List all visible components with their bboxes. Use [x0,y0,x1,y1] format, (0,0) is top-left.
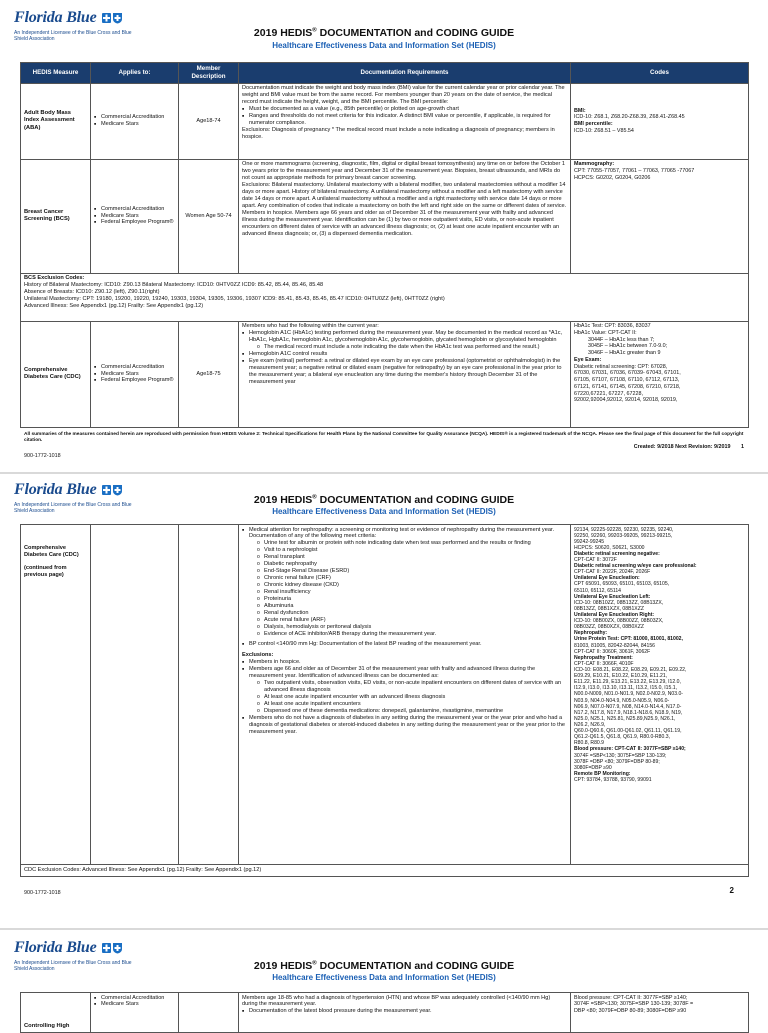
code-line: 08B03ZZ, 08B0XZX, 08B0XZZ [574,624,644,631]
excl-line: Absence of Breasts: ICD10: Z90.12 (left), Z90.11(right) [24,288,160,295]
code-line: Remote BP Monitoring: [574,770,631,777]
code-line: Blood pressure: CPT-CAT II: 3077F=SBP ≥140; [574,746,686,753]
code-line: CPT-CAT II: 2022F, 2024F, 2026F [574,569,651,576]
code-line: BMI percentile: [574,121,613,127]
brand-name: Florida Blue [14,939,97,956]
requirements-cdc-continued [239,525,571,865]
list-item: ■ Medicare Stars [94,1001,175,1008]
header-measure: HEDIS Measure [21,63,91,84]
list-item: ■ Federal Employee Program® [94,377,175,384]
code-line: 3044F – HbA1c less than 7; [588,336,655,343]
codes-aba [571,83,749,159]
list-item: o Urine test for albumin or protein with note indicating date when test was performed and the results or finding [257,540,567,547]
code-line: CPT-CAT II: 3060F, 3061F, 3062F [574,648,651,655]
list-item: ■ Eye exam (retinal) performed: a retinal or dilated eye exam by an eye care professional (optometrist or ophthalmologist) in the measurement year; a negative retinal or dilated exam (negative for retinopathy) by an eye care professional in the year prior to the measurement year; a bilateral eye enucleation any time during the member's history through December 31 of the measurement year [242,358,567,386]
req-intro: Members who had the following within the current year: [242,323,379,329]
doc-subtitle: Healthcare Effectiveness Data and Information Set (HEDIS) [272,973,496,982]
blue-cross-shield-icon [101,942,123,957]
page-1 [0,0,768,472]
code-line: 92250, 92260, 99203-99205, 99213-99215, [574,532,673,539]
applies-bcs [91,159,179,273]
codes-cdc [571,321,749,427]
code-line: I12.9, I13.0, I13.10, I13.11, I13.2, I15.0, I15.1, [574,685,677,692]
measure-cbp: Controlling High [21,993,91,1033]
list-item: ■ Must be documented as a value (e.g., 85th percentile) or plotted on age-growth chart [242,106,567,113]
list-item: ■ Commercial Accreditation [94,206,175,213]
code-line: 99242-99245 [574,538,605,545]
table-row-cbp [21,993,749,1033]
code-line: 3078F =DBP <80; 3079F=DBP 80-89; [574,758,660,765]
brand-name: Florida Blue [14,9,97,26]
code-line: Unilateral Eye Enucleation Left: [574,593,651,600]
code-line: ICD-10: 08B00ZX, 08B00ZZ, 08B03ZX, [574,618,664,625]
list-item: o Dispensed one of these dementia medications: donepezil, galantamine, rivastigmine, memantine [257,708,567,715]
member-cbp [179,993,239,1033]
list-item: ■ Federal Employee Program® [94,219,175,226]
doc-subtitle: Healthcare Effectiveness Data and Information Set (HEDIS) [272,507,496,516]
list-item: ■ Medicare Stars [94,213,175,220]
list-item: o At least one acute inpatient encounter with an advanced illness diagnosis [257,694,567,701]
brand-name: Florida Blue [14,481,97,498]
code-line: 65110, 65112, 65114 [574,587,622,594]
code-line: Blood pressure: CPT-CAT II: 3077F=SBP ≥140; [574,994,688,1001]
req-intro: Documentation must indicate the weight and body mass index (BMI) value for the current calendar year or prior calendar year. The weight and BMI value must be from the same record. For members younger than 20 years on the date of service, the medical record must indicate the height, weight, and the BMI percentile. The BMI percentile: [242,85,565,105]
code-line: E11.22, E11.29, E13.21, E13.22, E13.29, I12.0, [574,679,681,686]
req-exclusions: Exclusions: Diagnosis of pregnancy * The medical record must include a note indicating a diagnosis of pregnancy; members in hospice. [242,126,555,140]
list-item: o The medical record must include a note indicating the date when the HbA1c test was performed and the result.) [257,344,567,351]
header-codes: Codes [571,63,749,84]
codes-cbp [571,993,749,1033]
hedis-table-page-3 [20,992,749,1033]
code-line: ICD-10: Z68.1, Z68.20-Z68.39, Z68.41-Z68.45 [574,114,685,121]
cdc-exclusion-codes: CDC Exclusion Codes: Advanced Illness: See Appendix1 (pg.12) Frailty: See Appendix1 (pg.12) [21,865,749,877]
measure-bcs: Breast Cancer Screening (BCS) [21,159,91,273]
code-line: 3080F=DBP ≥90 [574,764,612,771]
code-line: HbA1c Value: CPT-CAT II: [574,329,637,336]
table-row-cdc-continued [21,525,749,865]
code-line: 3046F – HbA1c greater than 9 [588,350,661,356]
table-row-cdc [21,321,749,427]
doc-title: 2019 HEDIS® DOCUMENTATION and CODING GUIDE [253,494,515,506]
copyright-note: All summaries of the measures contained herein are reproduced with permission from HEDIS Volume 2: Technical Specifications for Health Plans by the National Committee for Quality Assurance (NCQA). HEDIS® is a registered trademark of the NCQA. Please see the final page of this document for the full copyright citation. [24,432,744,443]
hedis-table-page-2 [20,524,749,877]
list-item: ■ Commercial Accreditation [94,114,175,121]
list-item: o Acute renal failure (ARF) [257,617,567,624]
list-item: ■ Medical attention for nephropathy: a screening or monitoring test or evidence of nephropathy during the measurement year. Documentation of any of the following meet criteria: o Urine test for albumin or protein with note indicating date when test was performed and the results or finding o Visit to a nephrologist o Renal transplant o Diabetic nephropathy o End-Stage Renal Disease (ESRD) o Chronic renal failure (CRF) o Chronic kidney disease (CKD) o Renal insufficiency o Proteinuria o Albuminuria o Renal dysfunction o Acute renal failure (ARF) o Dialysis, hemodialysis or peritoneal dialysis o Evidence of ACE inhibitor/ARB therapy during the measurement year. [242,527,567,639]
code-line: 92002,92004,92012, 92014, 92018, 92019, [574,397,678,404]
table-row-aba [21,83,749,159]
code-line: N26.2, N26.9, [574,722,606,728]
code-line: Unilateral Eye Enucleation: [574,575,640,582]
code-line: CPT: 93784, 93788, 93790, 99091 [574,776,652,783]
excl-title: Exclusions: [242,652,274,659]
member-aba: Age18-74 [179,83,239,159]
code-line: ICD-10: 08B10ZZ, 08B13ZZ, 08B13ZX, [574,599,664,606]
continued-note: (continued from previous page) [24,564,67,578]
header-applies: Applies to: [91,63,179,84]
list-item: ■ Documentation of the latest blood pressure during the measurement year. [242,1008,567,1015]
form-number: 900-1772-1018 [24,453,61,459]
doc-subtitle: Healthcare Effectiveness Data and Information Set (HEDIS) [272,41,496,50]
measure-aba: Adult Body Mass Index Assessment (ABA) [21,83,91,159]
code-line: 67030, 67031, 67036, 67039- 67043, 67101, [574,370,681,377]
code-line: 3074F =SBP<130; 3075F=SBP 130-139; [574,752,667,759]
codes-bcs [571,159,749,273]
code-line: 3074F =SBP<130; 3075F=SBP 130-139; 3078F = [574,1001,694,1008]
brand-tagline: An Independent Licensee of the Blue Cross and Blue Shield Association [14,502,132,514]
code-line: 08B13ZZ, 08B1XZX, 08B1XZZ [574,605,644,612]
code-line: BMI: [574,107,586,114]
brand-tagline: An Independent Licensee of the Blue Cross and Blue Shield Association [14,960,132,972]
list-item: ■ Ranges and thresholds do not meet criteria for this indicator. A distinct BMI value or percentile, if applicable, is required for numerator compliance. [242,113,567,127]
list-item: ■ Hemoglobin A1C control results [242,351,567,358]
page-number: 1 [741,444,744,450]
table-row-bcs-exclusions [21,273,749,321]
list-item: o Evidence of ACE inhibitor/ARB therapy during the measurement year. [257,631,567,638]
code-line: N25.0, N25.1, N25.81, N25.89,N25.9, N26.1, [574,715,676,722]
code-line: CPT 65091, 65093, 65101, 65103, 65105, [574,581,670,588]
list-item: o Renal transplant [257,554,567,561]
code-line: CPT: 77055-77057, 77061 – 77063, 77065 -77067 [574,167,695,174]
table-row-bcs [21,159,749,273]
measure-cdc-continued [21,525,91,865]
requirements-cbp [239,993,571,1033]
code-line: 67105, 67107, 67108, 67110, 67112, 67113, [574,377,680,383]
list-item: o Renal dysfunction [257,610,567,617]
code-line: HCPCS: S0620, S0621, S3000 [574,544,645,551]
codes-cdc-continued [571,525,749,865]
table-row-cdc-exclusions [21,865,749,877]
list-item: ■ Members in hospice. [242,659,567,666]
code-line: ICD-10: Z68.51 – V85.54 [574,127,634,134]
revision-info: Created: 9/2018 Next Revision: 9/2019 1 [633,444,744,450]
excl-line: Advanced Illness: See Appendix1 (pg.12) Frailty: See Appendix1 (pg.12) [24,302,204,309]
page-2 [0,474,768,928]
code-line: Q60.0-Q60.6, Q61.00-Q61.02, Q61.11, Q61.19, [574,728,682,735]
requirements-bcs [239,159,571,273]
bcs-exclusion-codes [21,273,749,321]
applies-cdc [91,321,179,427]
hedis-table-page-1 [20,62,749,428]
code-line: Mammography: [574,161,615,167]
list-item: ■ Medicare Stars [94,121,175,128]
code-line: CPT-CAT II: 3072F [574,557,617,564]
member-cdc-continued [179,525,239,865]
table-header-row [21,63,749,84]
code-line: 67121, 67141, 67145, 67208, 67210, 67218, [574,383,681,390]
code-line: N17.2, N17.8, N17.9, N18.1-N18.6, N18.9, N19, [574,709,683,716]
code-line: Nephropathy: [574,630,608,637]
code-line: N03.9, N04.0-N04.9, N05.0-N05.9, N06.0- [574,697,670,704]
list-item: o Chronic kidney disease (CKD) [257,582,567,589]
code-line: Unilateral Eye Enucleation Right: [574,612,655,619]
member-bcs: Women Age 50-74 [179,159,239,273]
req-exclusions: Exclusions: Bilateral mastectomy. Unilateral mastectomy with a bilateral modifier, two unilateral mastectomies without a modifier 14 days or more apart. History of bilateral mastectomy. A unilateral mastectomy without a modifier and a left mastectomy with service date 14 days or more apart. A unilateral mastectomy without a modifier and a right mastectomy with service date 14 days or more apart. Any combination of codes that indicate a mastectomy on both the left and right side on the same or different dates of service. Members in hospice. Members age 66 years and older as of December 31 of the measurement year with frailty and advanced illness during the measurement year. Identification can be (1) by two or more outpatient visits, ED visits, or non-acute inpatient encounters on different dates of service with an advanced illness diagnosis; or, (2) at least one acute inpatient encounter with an advanced illness diagnosis; or, (3) a dispensed dementia medication. [242,181,567,237]
list-item: ■ Medicare Stars [94,371,175,378]
measure-name: Comprehensive Diabetes Care (CDC) [24,545,79,558]
req-main: One or more mammograms (screening, diagnostic, film, digital or digital breast tomosynthesis) any time on or before the October 1 two years prior to the measurement year and December 31 of the measurement year. Biopsies, breast ultrasounds, and MRIs do not count as appropriate methods for primary breast cancer screening. [242,161,566,181]
requirements-aba [239,83,571,159]
code-line: HbA1c Test: CPT: 83036, 83037 [574,323,651,329]
list-item: o Proteinuria [257,596,567,603]
code-line: E09.29, E10.21, E10.22, E10.29, E11.21, [574,673,668,680]
applies-aba [91,83,179,159]
list-item: o Diabetic nephropathy [257,561,567,568]
code-line: DBP <80; 3079F=DBP 80-89; 3080F=DBP ≥90 [574,1008,687,1014]
list-item: o Chronic renal failure (CRF) [257,575,567,582]
requirements-cdc [239,321,571,427]
list-item: ■ BP control <140/90 mm Hg: Documentation of the latest BP reading of the measurement year. [242,641,567,648]
code-line: 67220,67221, 67227, 67228, [574,390,643,397]
code-line: Diabetic retinal screening w/eye care professional: [574,563,697,570]
measure-cdc: Comprehensive Diabetes Care (CDC) [21,321,91,427]
list-item: ■ Members age 66 and older as of December 31 of the measurement year with frailty and advanced illness during the measurement year. Identification of advanced illness can be documented as: o Two outpatient visits, observation visits, ED visits, or non-acute inpatient encounters on different dates of service with an advanced illness diagnosis o At least one acute inpatient encounter with an advanced illness diagnosis o At least one acute inpatient encounters o Dispensed one of these dementia medications: donepezil, galantamine, rivastigmine, memantine [242,666,567,715]
page-number: 2 [729,886,734,895]
applies-cbp [91,993,179,1033]
form-number: 900-1772-1018 [24,890,61,896]
code-line: CPT-CAT II: 3066F, 4010F [574,660,634,667]
list-item: o Visit to a nephrologist [257,547,567,554]
list-item: o At least one acute inpatient encounters [257,701,567,708]
excl-line: History of Bilateral Mastectomy: ICD10: Z90.13 Bilateral Mastectomy: ICD10: 0HTV0ZZ ICD9: 85.42, 85.44, 85.46, 85.48 [24,281,324,288]
code-line: 92134, 92225-92228, 92230, 92235, 92240, [574,526,674,533]
brand-tagline: An Independent Licensee of the Blue Cross and Blue Shield Association [14,30,132,42]
doc-title: 2019 HEDIS® DOCUMENTATION and CODING GUIDE [253,960,515,972]
applies-cdc-continued [91,525,179,865]
code-line: Nephropathy Treatment: [574,654,633,661]
blue-cross-shield-icon [101,12,123,27]
excl-title: BCS Exclusion Codes: [24,275,85,281]
code-line: N00.0-N009, N01.0-N01.9, N02.0-N02.9, N03.0- [574,691,684,698]
code-line: ICD-10: E08.21, E08.22, E08.29, E09.21, E09.22, [574,667,687,674]
code-line: 81003, 81005, 82042-82044, 84156 [574,642,656,649]
code-line: R80.8, R80.9 [574,740,605,747]
code-line: N06.9, N07.0-N07.9, N08, N14.0-N14.4, N17.0- [574,703,682,710]
code-line: HCPCS: G0202, G0204, G0206 [574,174,651,181]
code-line: Diabetic retinal screening: CPT: 67028, [574,363,668,370]
list-item: ■ Commercial Accreditation [94,995,175,1002]
header-requirements: Documentation Requirements [239,63,571,84]
list-item: ■ Commercial Accreditation [94,364,175,371]
list-item: ■ Members who do not have a diagnosis of diabetes in any setting during the measurement year or the year prior and who had a diagnosis of gestational diabetes or steroid-induced diabetes in any setting during the measurement year or the year prior to the measurement year. [242,715,567,736]
code-line: 3045F – HbA1c between 7.0-9.0; [588,343,668,350]
list-item: ■ Hemoglobin A1C (HbA1c) testing performed during the measurement year. May be documented in the medical record as *A1c, HbA1c, HgbA1c, hemoglobin A1c, glycohemoglobin A1c, glycohemoglobin, glycated hemoglobin or glycosylated hemoglobin o The medical record must include a note indicating the date when the HbA1c test was performed and the result.) [242,330,567,351]
code-line: Q61.2-Q61.5, Q61.8, Q61.9, R80.0-R80.3, [574,734,670,741]
list-item: o End-Stage Renal Disease (ESRD) [257,568,567,575]
list-item: o Albuminuria [257,603,567,610]
code-line: Eye Exam: [574,356,602,363]
doc-title: 2019 HEDIS® DOCUMENTATION and CODING GUIDE [253,27,515,39]
code-line: Diabetic retinal screening negative: [574,550,660,557]
req-main: Members age 18-85 who had a diagnosis of hypertension (HTN) and whose BP was adequately controlled (<140/90 mm Hg) during the measurement year. [242,994,551,1008]
list-item: o Renal insufficiency [257,589,567,596]
list-item: o Dialysis, hemodialysis or peritoneal dialysis [257,624,567,631]
member-cdc: Age18-75 [179,321,239,427]
code-line: Urine Protein Test: CPT: 81000, 81001, 81002, [574,636,683,643]
page-3 [0,930,768,1030]
header-member: Member Description [179,63,239,84]
excl-line: Unilateral Mastectomy: CPT: 19180, 19200, 19220, 19240, 19303, 19304, 19305, 19306, 19307 ICD9: 85.41, 85.43, 85.45, 85.47 ICD10: 0HTU0ZZ (left), 0HTT0ZZ (right) [24,295,445,302]
list-item: o Two outpatient visits, observation visits, ED visits, or non-acute inpatient encounters on different dates of service with an advanced illness diagnosis [257,680,567,694]
